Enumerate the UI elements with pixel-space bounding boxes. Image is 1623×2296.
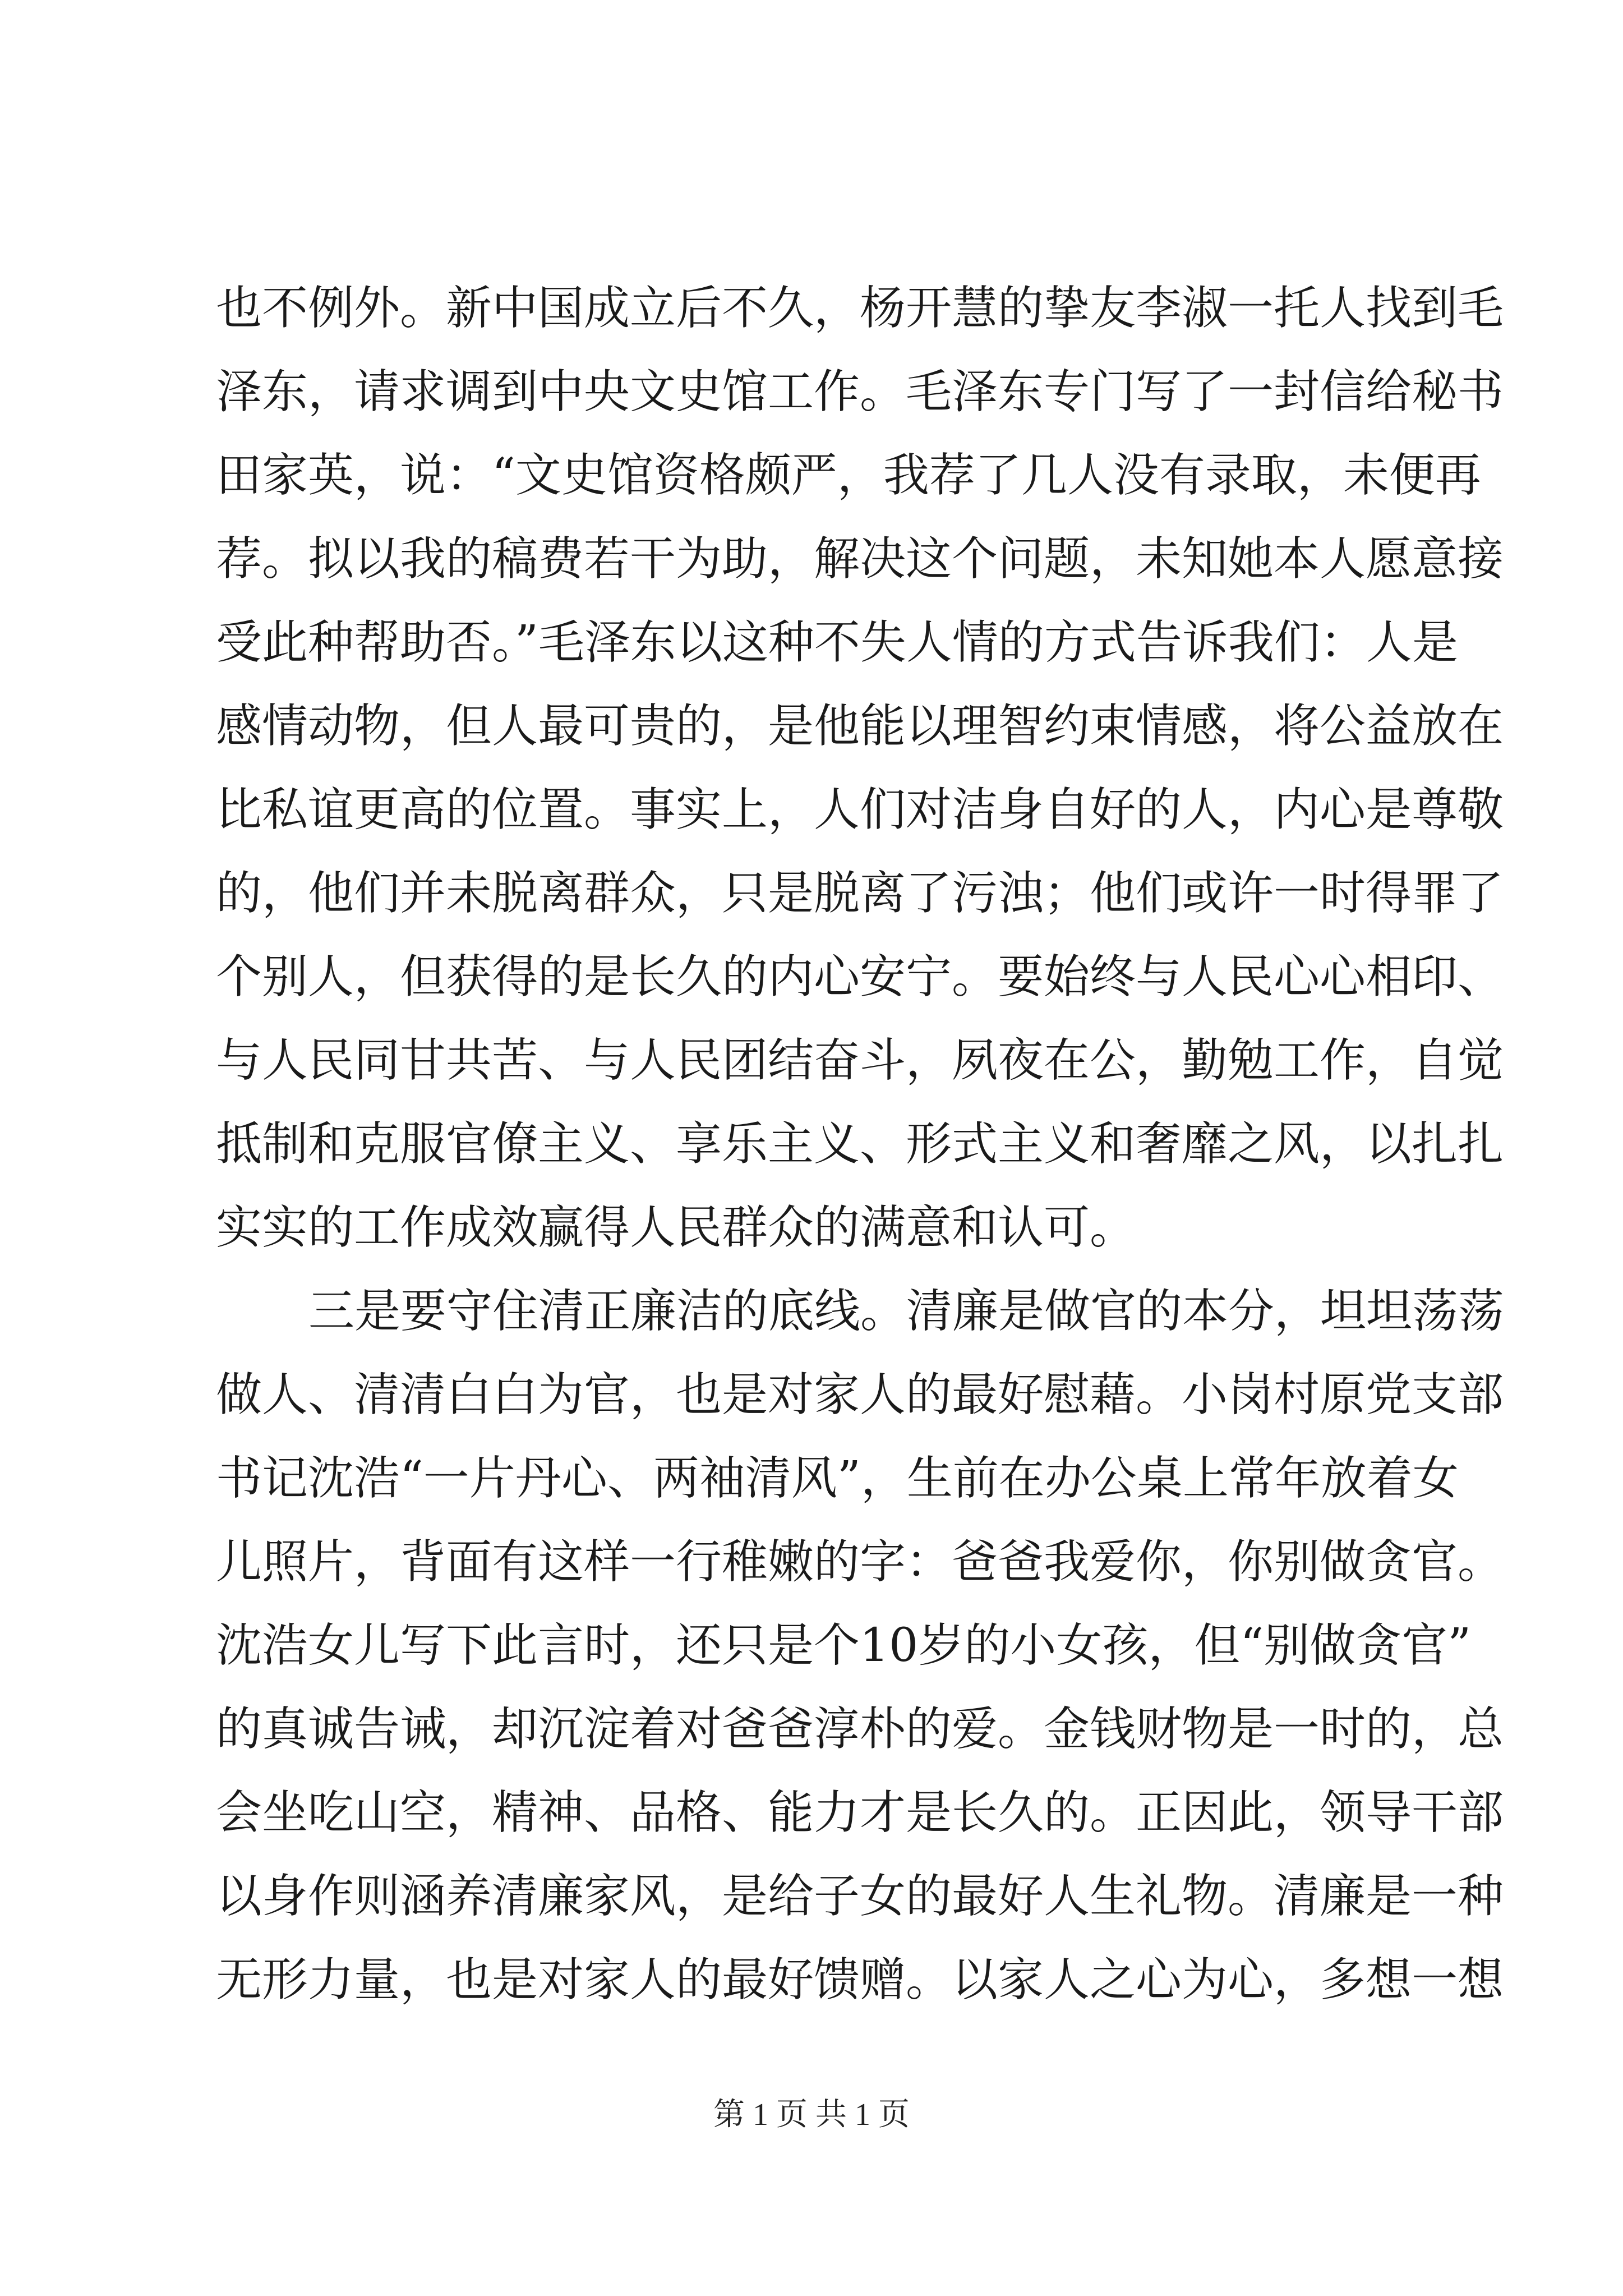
body-text xyxy=(216,266,1505,2022)
text-line: 受此种帮助否。”毛泽东以这种不失人情的方式告诉我们：人是 xyxy=(216,616,1458,669)
text-line: 沈浩女儿写下此言时，还只是个10岁的小女孩，但“别做贪官” xyxy=(216,1619,1472,1672)
text-line: 抵制和克服官僚主义、享乐主义、形式主义和奢靡之风，以扎扎 xyxy=(216,1117,1504,1171)
text-line: 个别人，但获得的是长久的内心安宁。要始终与人民心心相印、 xyxy=(216,950,1504,1004)
text-line: 的，他们并未脱离群众，只是脱离了污浊；他们或许一时得罪了 xyxy=(216,867,1504,920)
text-line: 无形力量，也是对家人的最好馈赠。以家人之心为心，多想一想 xyxy=(216,1953,1504,2007)
text-line: 实实的工作成效赢得人民群众的满意和认可。 xyxy=(216,1201,1136,1254)
text-line: 比私谊更高的位置。事实上，人们对洁身自好的人，内心是尊敬 xyxy=(216,783,1504,836)
paragraph-start-line: 三是要守住清正廉洁的底线。清廉是做官的本分，坦坦荡荡 xyxy=(308,1285,1505,1338)
text-line: 田家英，说：“文史馆资格颇严，我荐了几人没有录取，未便再 xyxy=(216,449,1481,502)
text-line: 泽东，请求调到中央文史馆工作。毛泽东专门写了一封信给秘书 xyxy=(216,365,1504,418)
text-line: 儿照片，背面有这样一行稚嫩的字：爸爸我爱你，你别做贪官。 xyxy=(216,1535,1504,1589)
page-footer xyxy=(0,2092,1623,2137)
text-line: 与人民同甘共苦、与人民团结奋斗，夙夜在公，勤勉工作，自觉 xyxy=(216,1034,1504,1087)
text-line: 的真诚告诫，却沉淀着对爸爸淳朴的爱。金钱财物是一时的，总 xyxy=(216,1703,1504,1756)
text-line: 会坐吃山空，精神、品格、能力才是长久的。正因此，领导干部 xyxy=(216,1786,1504,1839)
text-line: 做人、清清白白为官，也是对家人的最好慰藉。小岗村原党支部 xyxy=(216,1368,1504,1421)
text-line: 感情动物，但人最可贵的，是他能以理智约束情感，将公益放在 xyxy=(216,700,1504,753)
text-line: 也不例外。新中国成立后不久，杨开慧的挚友李淑一托人找到毛 xyxy=(216,282,1504,335)
text-line: 以身作则涵养清廉家风，是给子女的最好人生礼物。清廉是一种 xyxy=(216,1870,1504,1923)
text-line: 荐。拟以我的稿费若干为助，解决这个问题，未知她本人愿意接 xyxy=(216,532,1504,586)
page-number-label: 第 1 页 共 1 页 xyxy=(713,2097,910,2132)
text-line: 书记沈浩“一片丹心、两袖清风”，生前在办公桌上常年放着女 xyxy=(216,1452,1459,1505)
